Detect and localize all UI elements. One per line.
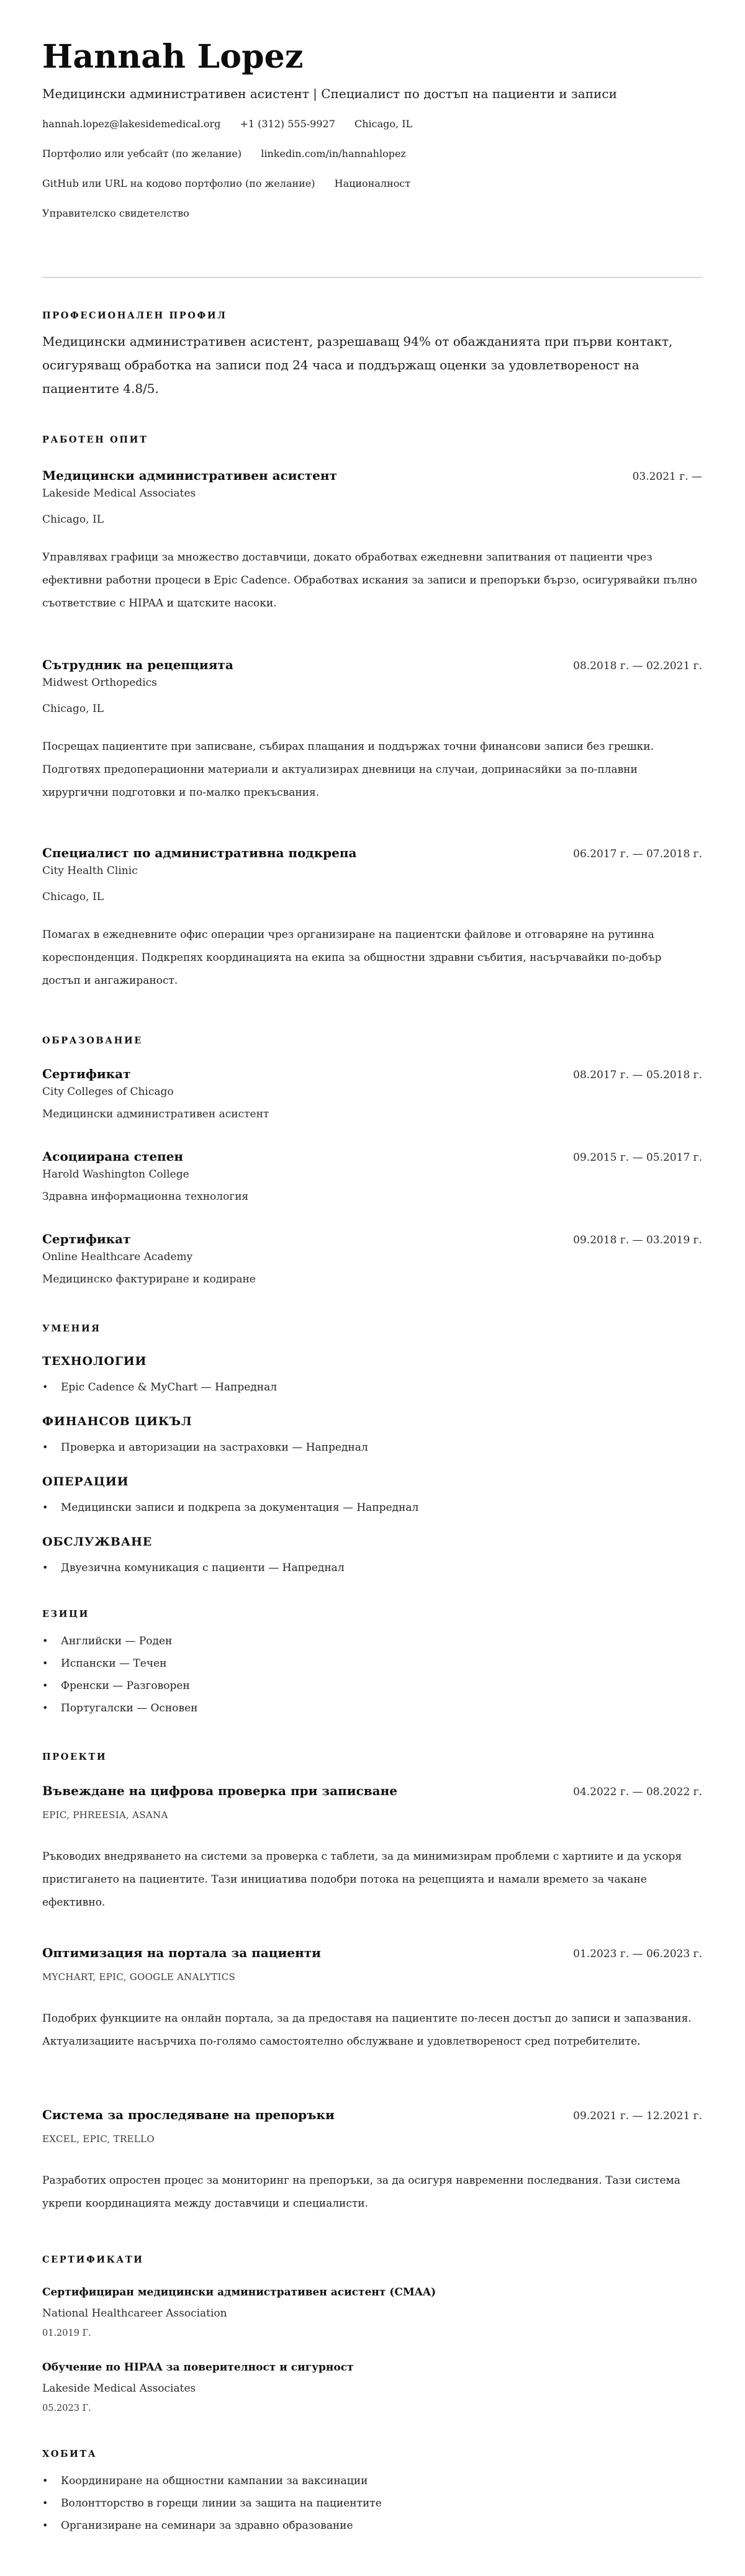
project-item <box>42 1782 702 1914</box>
portfolio-link[interactable]: Портфолио или уебсайт (по желание) <box>42 148 242 160</box>
field-of-study: Медицинско фактуриране и кодиране <box>42 1273 256 1286</box>
job-title: Сътрудник на рецепцията <box>42 657 233 672</box>
project-name: Система за проследяване на препоръки <box>42 2107 335 2122</box>
project-item <box>42 1944 702 2053</box>
section-title-projects: ПРОЕКТИ <box>42 1752 107 1762</box>
section-title-skills: УМЕНИЯ <box>42 1323 101 1334</box>
resume-header <box>42 0 702 221</box>
languages-section <box>42 1609 702 1716</box>
project-item <box>42 2106 702 2215</box>
skill-item: • Epic Cadence & MyChart — Напреднал <box>42 1379 702 1395</box>
project-dates: 01.2023 г. — 06.2023 г. <box>573 1948 702 1960</box>
certification-issuer: National Healthcareer Association <box>42 2307 227 2320</box>
project-dates: 04.2022 г. — 08.2022 г. <box>573 1786 702 1798</box>
school-name: City Colleges of Chicago <box>42 1086 174 1098</box>
job-location: Chicago, IL <box>42 513 104 526</box>
school-name: Online Healthcare Academy <box>42 1251 193 1263</box>
job-dates: 03.2021 г. — <box>632 471 702 483</box>
project-dates: 09.2021 г. — 12.2021 г. <box>573 2110 702 2122</box>
certification-item <box>42 2359 702 2415</box>
language-item: • Френски — Разговорен <box>42 1678 702 1694</box>
skill-group <box>42 1534 702 1576</box>
project-description: Подобрих функциите на онлайн портала, за да предоставя на пациентите по-лесен достъп до записи и запазвания. Актуализациите насърчиха по-голямо самостоятелно обслужване и удовлетвореност сред потребителите. <box>42 2012 692 2048</box>
project-tech: EPIC, PHREESIA, ASANA <box>42 1809 168 1821</box>
projects-section <box>42 1752 702 1762</box>
candidate-headline: Медицински административен асистент | Специалист по достъп на пациенти и записи <box>42 86 617 101</box>
driving-license: Управителско свидетелство <box>42 207 189 219</box>
contact-line <box>42 206 702 221</box>
degree-title: Сертификат <box>42 1066 131 1081</box>
candidate-name: Hannah Lopez <box>42 38 304 76</box>
skill-group-title: ОБСЛУЖВАНЕ <box>42 1535 153 1549</box>
email-link[interactable]: hannah.lopez@lakesidemedical.org <box>42 118 221 130</box>
project-tech: EXCEL, EPIC, TRELLO <box>42 2133 155 2145</box>
skill-group-title: ФИНАНСОВ ЦИКЪЛ <box>42 1415 192 1428</box>
github-link[interactable]: GitHub или URL на кодово портфолио (по желание) <box>42 178 315 189</box>
field-of-study: Медицински административен асистент <box>42 1108 269 1120</box>
skill-item: • Проверка и авторизации на застраховки — Напреднал <box>42 1439 702 1456</box>
project-description: Разработих опростен процес за мониторинг на препоръки, за да осигуря навременни последвания. Тази система укрепи координацията между доставчици и специалисти. <box>42 2174 680 2210</box>
linkedin-link[interactable]: linkedin.com/in/hannahlopez <box>261 148 406 160</box>
section-title-hobbies: ХОБИТА <box>42 2449 97 2459</box>
language-item: • Португалски — Основен <box>42 1700 702 1716</box>
section-title-languages: ЕЗИЦИ <box>42 1609 89 1619</box>
contact-info <box>42 117 702 221</box>
profile-summary: Медицински административен асистент, разрешаващ 94% от обажданията при първи контакт, осигуряващ обработка на записи под 24 часа и поддържащ оценки за удовлетвореност на пациентите 4.8/5. <box>42 334 673 396</box>
hobby-item: • Координиране на общностни кампании за ваксинации <box>42 2473 702 2489</box>
skill-group-title: ОПЕРАЦИИ <box>42 1475 129 1488</box>
education-section <box>42 1035 702 1046</box>
hobby-item: • Организиране на семинари за здравно образование <box>42 2518 702 2534</box>
skill-item: • Медицински записи и подкрепа за документация — Напреднал <box>42 1500 702 1516</box>
job-title: Медицински административен асистент <box>42 468 337 483</box>
certification-name: Сертифициран медицински административен асистент (CMAA) <box>42 2286 436 2299</box>
school-name: Harold Washington College <box>42 1168 189 1181</box>
degree-title: Сертификат <box>42 1232 131 1246</box>
header-divider <box>42 277 702 278</box>
contact-line <box>42 176 702 191</box>
skill-item: • Двуезична комуникация с пациенти — Напреднал <box>42 1560 702 1576</box>
job-dates: 06.2017 г. — 07.2018 г. <box>573 848 702 860</box>
phone-number: +1 (312) 555-9927 <box>240 118 335 130</box>
job-description: Посрещах пациентите при записване, събирах плащания и поддържах точни финансови записи без грешки. Подготвях предоперационни материали и актуализирах дневници на случаи, допринасяйки за по-плавни хирургични подготовки и по-малко прекъсвания. <box>42 741 654 799</box>
contact-line <box>42 146 702 161</box>
education-dates: 09.2018 г. — 03.2019 г. <box>573 1234 702 1246</box>
job-location: Chicago, IL <box>42 703 104 715</box>
section-title-experience: РАБОТЕН ОПИТ <box>42 435 148 445</box>
certification-issuer: Lakeside Medical Associates <box>42 2382 196 2395</box>
education-item <box>42 1065 702 1122</box>
education-item <box>42 1230 702 1287</box>
certification-name: Обучение по HIPAA за поверителност и сигурност <box>42 2361 354 2374</box>
company-name: Lakeside Medical Associates <box>42 487 196 500</box>
experience-item <box>42 467 702 615</box>
nationality: Националност <box>334 178 411 189</box>
job-description: Управлявах графици за множество доставчици, докато обработвах ежедневни запитвания от пациенти чрез ефективни работни процеси в Epic Cadence. Обработвах искания за записи и препоръки бързо, осигурявайки пълно съответствие с HIPAA и щатските насоки. <box>42 551 697 610</box>
resume-page <box>42 0 702 2532</box>
contact-line <box>42 117 702 132</box>
degree-title: Асоциирана степен <box>42 1149 184 1164</box>
job-title: Специалист по административна подкрепа <box>42 845 357 860</box>
experience-item <box>42 844 702 993</box>
job-description: Помагах в ежедневните офис операции чрез организиране на пациентски файлове и отговаряне на рутинна кореспонденция. Подкрепях координацията на екипа за общностни здравни събития, насърчавайки по-добър достъп и ангажираност. <box>42 929 662 987</box>
section-title-education: ОБРАЗОВАНИЕ <box>42 1035 143 1046</box>
profile-section <box>42 310 702 400</box>
skills-section <box>42 1323 702 1334</box>
project-description: Ръководих внедряването на системи за проверка с таблети, за да минимизирам проблеми с хартиите и да ускоря пристигането на пациентите. Тази инициатива подобри потока на рецепцията и намали времето за чакане ефективно. <box>42 1850 682 1909</box>
location: Chicago, IL <box>354 118 413 130</box>
experience-section <box>42 435 702 445</box>
project-tech: MYCHART, EPIC, GOOGLE ANALYTICS <box>42 1971 236 1983</box>
education-item <box>42 1148 702 1205</box>
certifications-section <box>42 2254 702 2265</box>
education-dates: 09.2015 г. — 05.2017 г. <box>573 1151 702 1164</box>
experience-item <box>42 656 702 804</box>
job-location: Chicago, IL <box>42 891 104 903</box>
project-name: Оптимизация на портала за пациенти <box>42 1945 321 1960</box>
skill-group-title: ТЕХНОЛОГИИ <box>42 1354 147 1368</box>
certification-date: 01.2019 Г. <box>42 2328 91 2338</box>
hobbies-section <box>42 2449 702 2534</box>
company-name: City Health Clinic <box>42 865 138 877</box>
language-item: • Английски — Роден <box>42 1633 702 1649</box>
section-title-profile: ПРОФЕСИОНАЛЕН ПРОФИЛ <box>42 310 227 321</box>
language-item: • Испански — Течен <box>42 1655 702 1672</box>
certification-date: 05.2023 Г. <box>42 2403 91 2413</box>
project-name: Въвеждане на цифрова проверка при записване <box>42 1783 397 1798</box>
field-of-study: Здравна информационна технология <box>42 1191 249 1203</box>
skill-group <box>42 1353 702 1395</box>
job-dates: 08.2018 г. — 02.2021 г. <box>573 660 702 672</box>
company-name: Midwest Orthopedics <box>42 677 157 689</box>
skill-group <box>42 1474 702 1516</box>
hobby-item: • Волонтторство в горещи линии за защита на пациентите <box>42 2495 702 2511</box>
education-dates: 08.2017 г. — 05.2018 г. <box>573 1069 702 1081</box>
certification-item <box>42 2284 702 2340</box>
section-title-certifications: СЕРТИФИКАТИ <box>42 2254 144 2265</box>
skill-group <box>42 1413 702 1456</box>
